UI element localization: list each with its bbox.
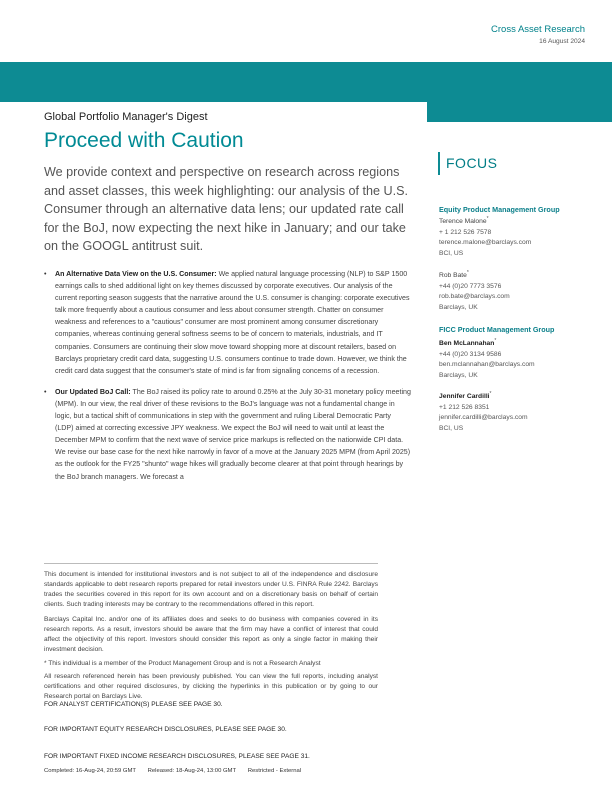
classification-label: Restricted - External [247, 768, 302, 774]
list-item [44, 386, 411, 483]
report-title: Proceed with Caution [44, 129, 244, 152]
contact-name: Terence Malone [439, 218, 487, 226]
contact-email[interactable]: terence.malone@barclays.com [439, 239, 532, 247]
contact-email[interactable]: jennifer.cardilli@barclays.com [439, 414, 528, 422]
footnote-mark: * [466, 270, 469, 276]
list-item [44, 268, 411, 377]
contact-phone: +44 (0)20 3134 9586 [439, 350, 502, 358]
contact-card [439, 389, 528, 434]
report-date: 16 August 2024 [539, 38, 585, 45]
focus-label: FOCUS [446, 155, 498, 171]
disclosure-paragraph: This document is intended for institutional investors and is not subject to all of the independence and disclosure standards applicable to debt research reports prepared for retail investors under U.S. FINRA Rule 2242. Barclays trades the securities covered in this report for its own account and on a discretionary basis on behalf of certain clients. Such trading interests may be contrary to the recommendations offered in this report. [44, 571, 378, 608]
contact-group-title: Equity Product Management Group [439, 205, 560, 214]
contact-email[interactable]: rob.bate@barclays.com [439, 293, 510, 301]
contact-card [439, 214, 531, 259]
contact-group-title: FICC Product Management Group [439, 325, 555, 334]
contact-entity: BCI, US [439, 249, 464, 257]
brand-label: Cross Asset Research [491, 24, 585, 35]
report-series: Global Portfolio Manager's Digest [44, 111, 208, 123]
page-header [0, 0, 612, 62]
contact-name: Rob Bate [439, 272, 467, 280]
footnote-mark: * [494, 338, 497, 344]
completed-timestamp: Completed: 16-Aug-24, 20:59 GMT [44, 768, 137, 774]
contact-phone: + 1 212 526 7578 [439, 228, 492, 236]
page-footer [44, 768, 311, 774]
disclosure-paragraph: Barclays Capital Inc. and/or one of its affiliates does and seeks to do business with companies covered in its research reports. As a result, investors should be aware that the firm may have a conflict of interest that could affect the objectivity of this report. Investors should consider this report as only a single factor in making their investment decision. [44, 616, 378, 653]
highlights-list [44, 268, 411, 492]
released-timestamp: Released: 18-Aug-24, 13:00 GMT [147, 768, 237, 774]
bullet-heading: An Alternative Data View on the U.S. Consumer: [55, 270, 217, 278]
equity-disclosures-note: FOR IMPORTANT EQUITY RESEARCH DISCLOSURES, PLEASE SEE PAGE 30. [44, 726, 287, 733]
disclosure-paragraph: All research referenced herein has been previously published. You can view the full reports, including analyst certifications and other required disclosures, by clicking the hyperlinks in this publication or by going to our Research portal on Barclays Live. [44, 673, 378, 700]
teal-banner-tab [427, 102, 612, 122]
focus-divider [438, 152, 440, 175]
contact-phone: +44 (0)20 7773 3576 [439, 282, 502, 290]
footnote-mark: * [489, 391, 492, 397]
analyst-certification-note: FOR ANALYST CERTIFICATION(S) PLEASE SEE PAGE 30. [44, 701, 223, 708]
disclosure-divider [44, 563, 378, 564]
contact-name: Jennifer Cardilli [439, 393, 490, 401]
contact-email[interactable]: ben.mclannahan@barclays.com [439, 361, 535, 369]
bullet-heading: Our Updated BoJ Call: [55, 387, 131, 396]
contact-name: Ben McLannahan [439, 340, 495, 348]
contact-card [439, 336, 535, 381]
contact-card [439, 268, 510, 313]
bullet-text: The BoJ raised its policy rate to around 0.25% at the July 30-31 monetary policy meeting (MPM). In our view, the real driver of these revisions to the BoJ's language was not a fundamental change in logic, but a tactical shift of communications in step with the government and ruling Liberal Democratic Party (LDP) aimed at correcting excessive JPY weakness. We expect the BoJ will need to wait until at least the December MPM to confirm that the next wave of service price markups is reflected on the nationwide CPI data. We revise our base case for the next hike narrowly in favor of a move at the January 2025 MPM (from April 2025) as the outlook for the FY25 "shunto" wage hikes will gradually become clearer at that point through hearings by the BoJ branch managers. We forecast a [55, 387, 411, 481]
report-summary: We provide context and perspective on research across regions and asset classes, this week highlighting: our analysis of the U.S. Consumer through an alternative data lens; our updated rate call for the BoJ, now expecting the next hike in January; and our take on the GOOGL antitrust suit. [44, 165, 409, 254]
contact-phone: +1 212 526 8351 [439, 403, 490, 411]
disclosure-footnote: * This individual is a member of the Product Management Group and is not a Research Analyst [44, 660, 321, 667]
fixed-income-disclosures-note: FOR IMPORTANT FIXED INCOME RESEARCH DISCLOSURES, PLEASE SEE PAGE 31. [44, 753, 310, 760]
footnote-mark: * [486, 216, 489, 222]
bullet-text: We applied natural language processing (NLP) to S&P 1500 earnings calls to shed additional light on key themes discussed by corporate executives. Our analysis of the current reporting season suggests that the narrative around the U.S. consumer is changing: corporate executives talk more frequently about a cautious consumer and less about consumer strength. Chatter on consumer weakness and references to a "cautious" consumer are most prominent among consumer discretionary companies, whereas continuing general softness seems to be of concern to materials, industrials, and IT companies. Consumers are continuing their slow move toward shopping more at discount retailers, based on Barclays proprietary credit card data, suggesting U.S. consumers continue to trade down. However, we think the credit card data suggest that the consumer's state of mind is far from signaling concerns of a recession. [55, 270, 410, 375]
contact-entity: Barclays, UK [439, 303, 478, 311]
contact-entity: Barclays, UK [439, 371, 478, 379]
contact-entity: BCI, US [439, 424, 464, 432]
teal-banner [0, 62, 612, 102]
